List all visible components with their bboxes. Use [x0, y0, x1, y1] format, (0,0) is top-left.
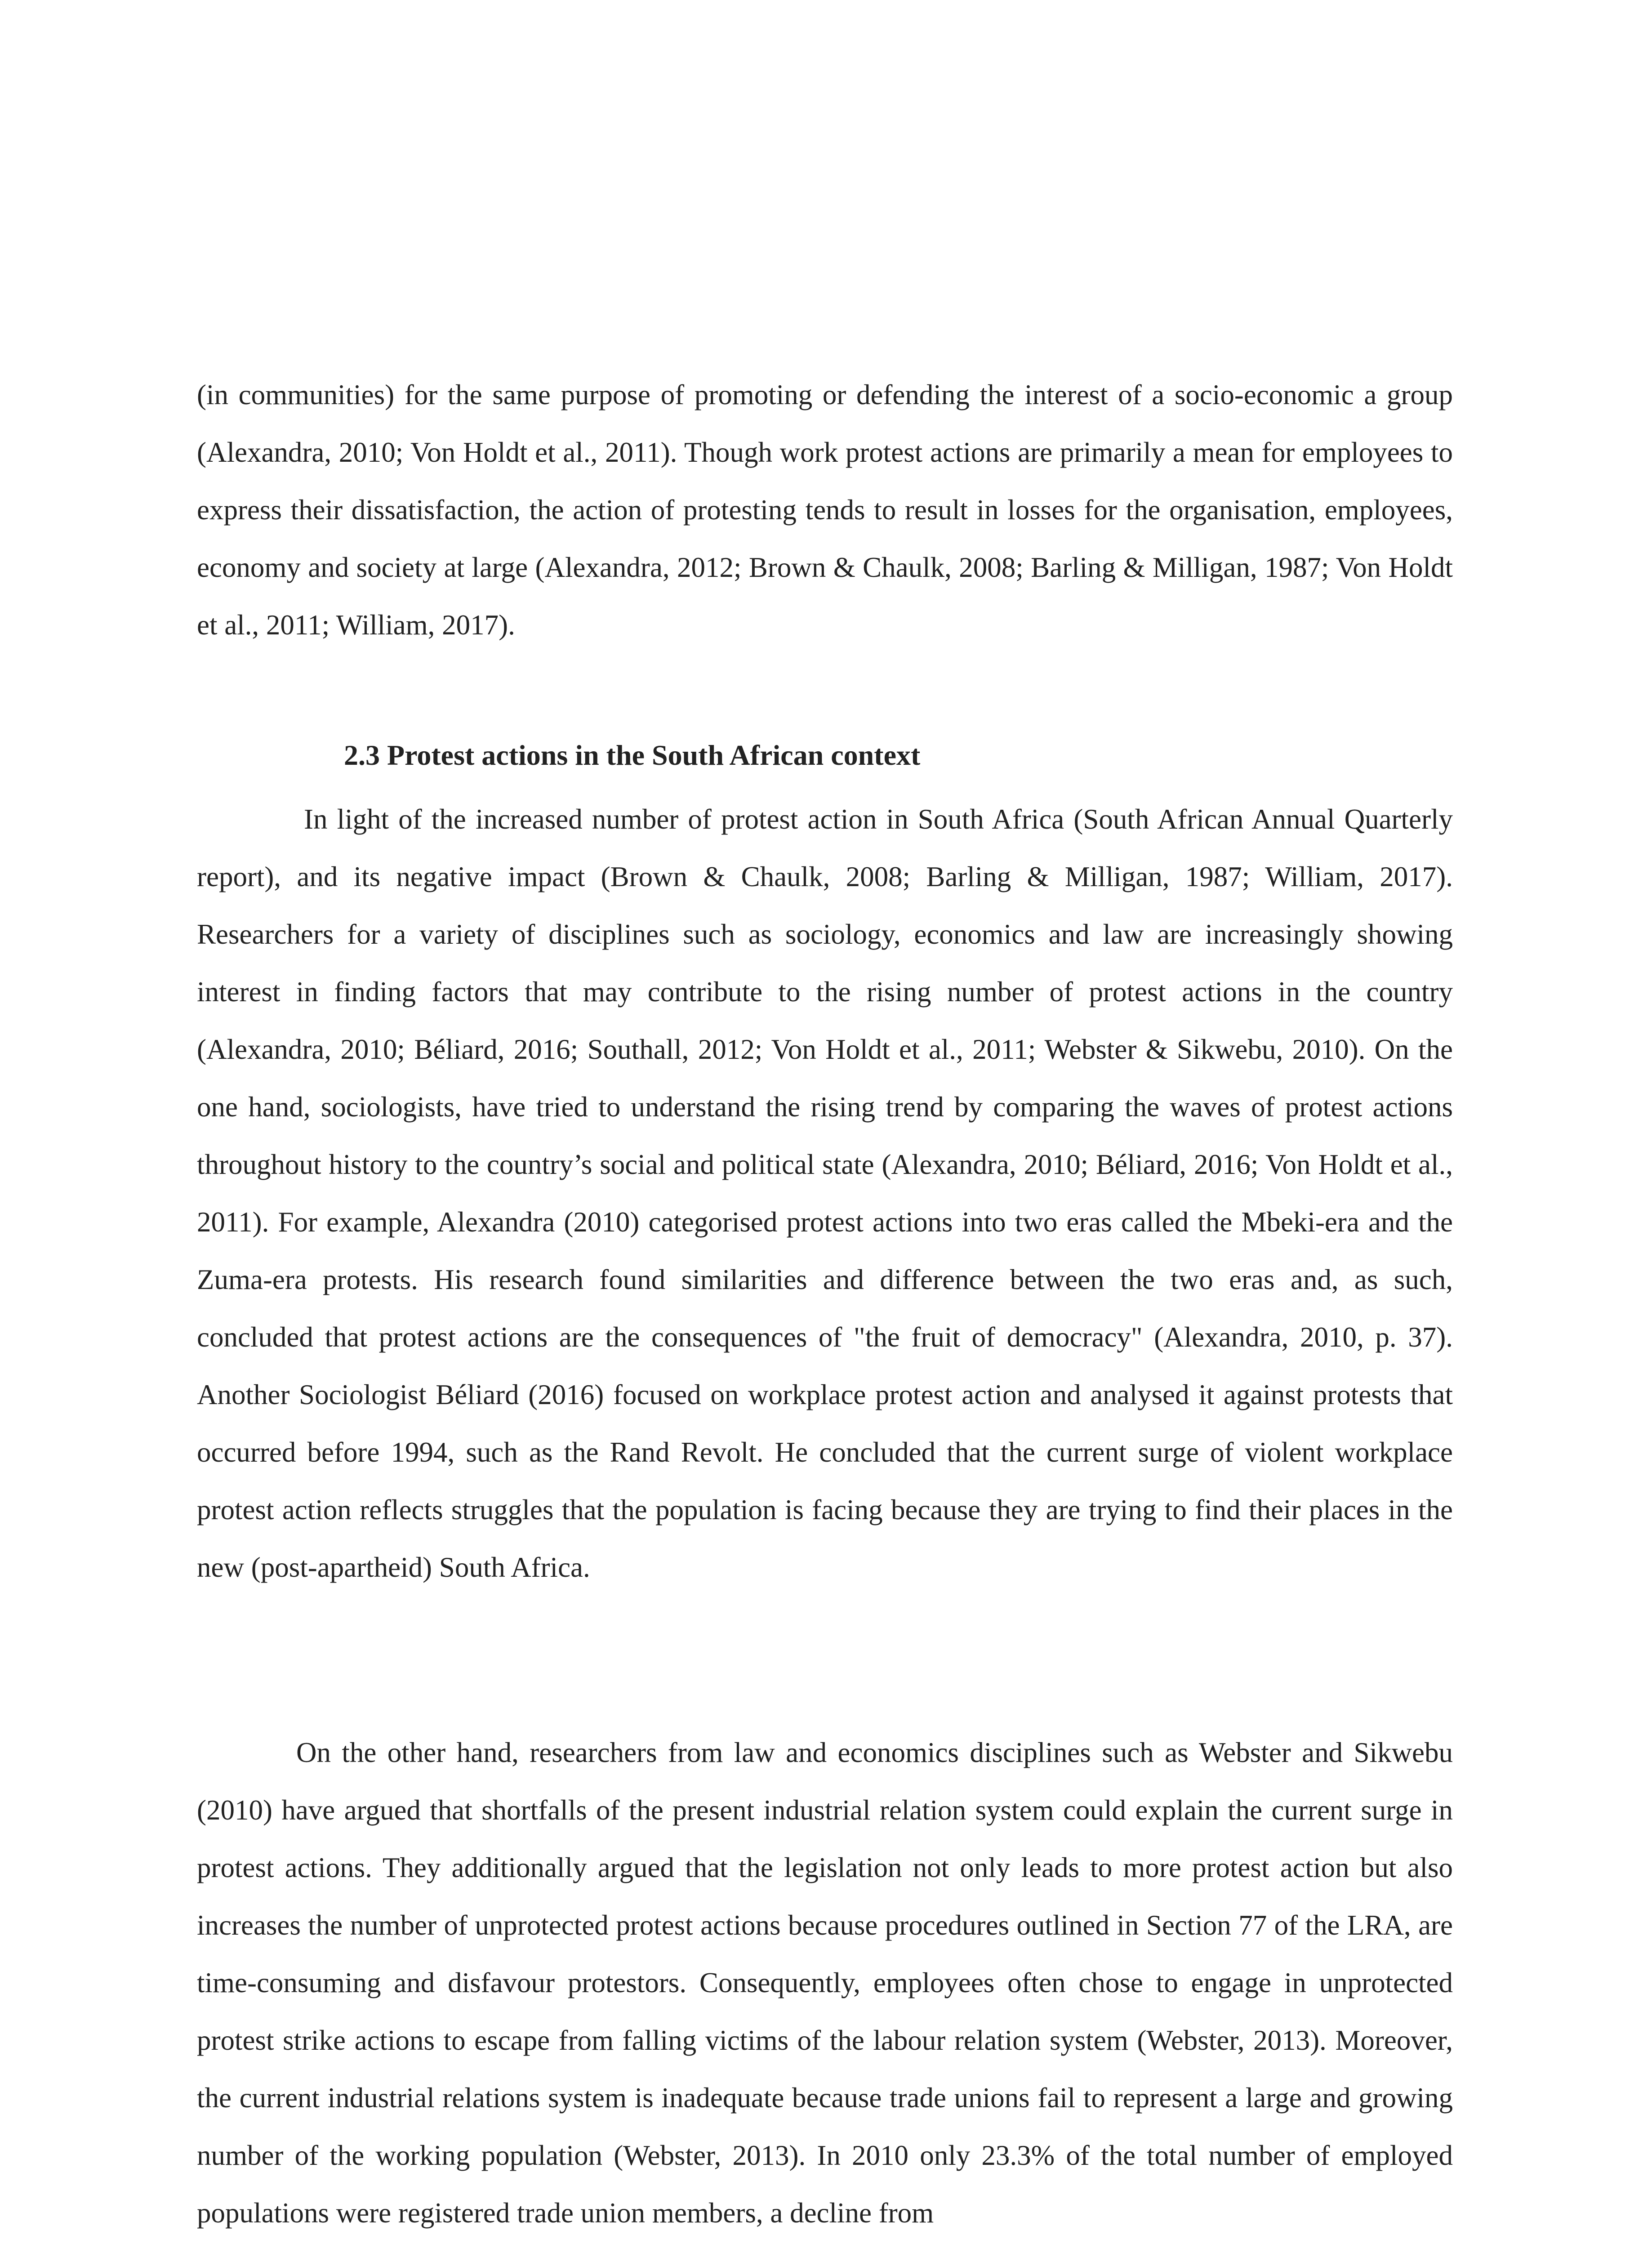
paragraph-text: In light of the increased number of protest action in South Africa (South African Annual Quarterly report), and its negative impact (Brown & Chaulk, 2008; Barling & Milligan, 1987; William, 2017). Researchers for a variety of disciplines such as sociology, economics and law are increasingly showing interest in finding factors that may contribute to the rising number of protest actions in the country (Alexandra, 2010; Béliard, 2016; Southall, 2012; Von Holdt et al., 2011; Webster & Sikwebu, 2010). On the one hand, sociologists, have tried to understand the rising trend by comparing the waves of protest actions throughout history to the country’s social and political state (Alexandra, 2010; Béliard, 2016; Von Holdt et al., 2011). For example, Alexandra (2010) categorised protest actions into two eras called the Mbeki-era and the Zuma-era protests. His research found similarities and difference between the two eras and, as such, concluded that protest actions are the consequences of "the fruit of democracy" (Alexandra, 2010, p. 37). Another Sociologist Béliard (2016) focused on workplace protest action and analysed it against protests that occurred before 1994, such as the Rand Revolt. He concluded that the current surge of violent workplace protest action reflects struggles that the population is facing because they are trying to find their places in the new (post-apartheid) South Africa. [197, 803, 1453, 1583]
continued-paragraph [197, 366, 1453, 654]
paragraph-text: On the other hand, researchers from law and economics disciplines such as Webster and Sikwebu (2010) have argued that shortfalls of the present industrial relation system could explain the current surge in protest actions. They additionally argued that the legislation not only leads to more protest action but also increases the number of unprotected protest actions because procedures outlined in Section 77 of the LRA, are time-consuming and disfavour protestors. Consequently, employees often chose to engage in unprotected protest strike actions to escape from falling victims of the labour relation system (Webster, 2013). Moreover, the current industrial relations system is inadequate because trade unions fail to represent a large and growing number of the working population (Webster, 2013). In 2010 only 23.3% of the total number of employed populations were registered trade union members, a decline from [197, 1737, 1453, 2229]
body-paragraph-2 [197, 1724, 1453, 2242]
body-paragraph-1 [197, 790, 1453, 1596]
paragraph-text: (in communities) for the same purpose of promoting or defending the interest of a socio-economic a group (Alexandra, 2010; Von Holdt et al., 2011). Though work protest actions are primarily a mean for employees to express their dissatisfaction, the action of protesting tends to result in losses for the organisation, employees, economy and society at large (Alexandra, 2012; Brown & Chaulk, 2008; Barling & Milligan, 1987; Von Holdt et al., 2011; William, 2017). [197, 379, 1453, 641]
section-heading: 2.3 Protest actions in the South African context [344, 739, 921, 771]
